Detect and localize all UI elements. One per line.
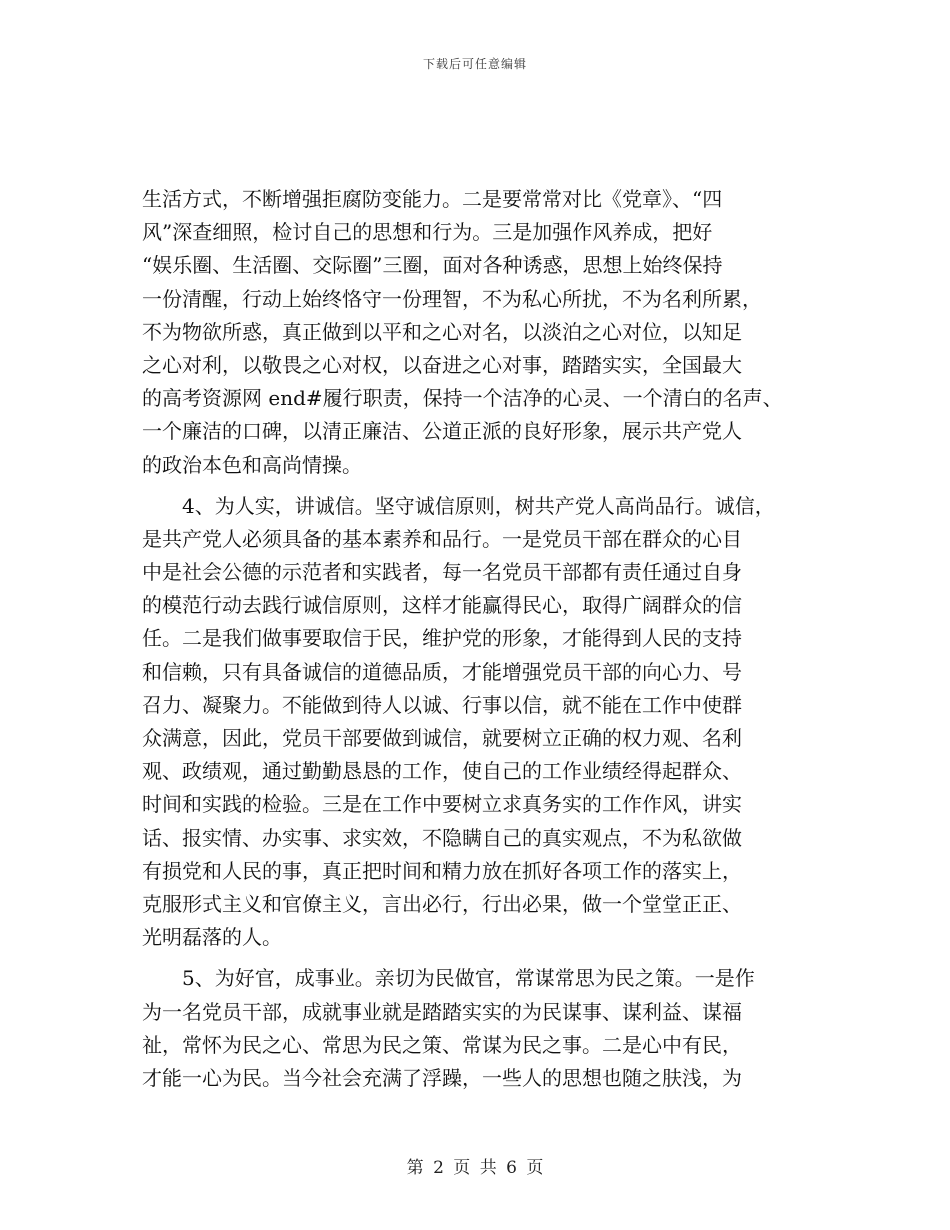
text-line: 任。二是我们做事要取信于民，维护党的形象，才能得到人民的支持 xyxy=(142,626,742,651)
text-line: 祉，常怀为民之心、常思为民之策、常谋为民之事。二是心中有民， xyxy=(142,1032,742,1057)
text-line: 不为物欲所惑，真正做到以平和之心对名，以淡泊之心对位，以知足 xyxy=(142,319,742,344)
text-line: 众满意，因此，党员干部要做到诚信，就要树立正确的权力观、名利 xyxy=(142,726,742,750)
paragraph xyxy=(142,490,814,955)
page-number-footer: 第 2 页 共 6 页 xyxy=(406,1158,544,1178)
text-line: 克服形式主义和官僚主义，言出必行，行出必果，做一个堂堂正正、 xyxy=(142,891,742,916)
text-line: 和信赖，只有具备诚信的道德品质，才能增强党员干部的向心力、号 xyxy=(142,659,742,684)
text-line: 召力、凝聚力。不能做到待人以诚、行事以信，就不能在工作中使群 xyxy=(142,692,742,717)
text-line: 才能一心为民。当今社会充满了浮躁，一些人的思想也随之肤浅，为 xyxy=(142,1065,742,1090)
text-line: 的高考资源网 end#履行职责，保持一个洁净的心灵、一个清白的名声、 xyxy=(142,386,783,411)
text-line: 的模范行动去践行诚信原则，这样才能赢得民心，取得广阔群众的信 xyxy=(142,593,742,618)
document-body xyxy=(142,183,814,1095)
text-line: 一个廉洁的口碑，以清正廉洁、公道正派的良好形象，展示共产党人 xyxy=(142,419,742,444)
text-line: “娱乐圈、生活圈、交际圈”三圈，面对各种诱惑，思想上始终保持 xyxy=(142,253,723,278)
text-line: 生活方式，不断增强拒腐防变能力。二是要常常对比《党章》、“四 xyxy=(142,187,723,211)
paragraph xyxy=(142,183,814,482)
text-line: 的政治本色和高尚情操。 xyxy=(142,452,362,477)
text-line: 是共产党人必须具备的基本素养和品行。一是党员干部在群众的心目 xyxy=(142,526,742,551)
page-header: 下载后可任意编辑 xyxy=(422,57,527,71)
text-line: 5、为好官，成事业。亲切为民做官，常谋常思为民之策。一是作 xyxy=(142,966,755,991)
text-line: 一份清醒，行动上始终恪守一份理智，不为私心所扰，不为名利所累， xyxy=(142,286,762,311)
text-line: 之心对利，以敬畏之心对权，以奋进之心对事，踏踏实实，全国最大 xyxy=(142,352,742,377)
paragraph-gap xyxy=(142,482,814,490)
text-line: 有损党和人民的事，真正把时间和精力放在抓好各项工作的落实上， xyxy=(142,858,742,883)
text-line: 为一名党员干部，成就事业就是踏踏实实的为民谋事、谋利益、谋福 xyxy=(142,999,742,1024)
text-line: 观、政绩观，通过勤勤恳恳的工作，使自己的工作业绩经得起群众、 xyxy=(142,759,742,784)
text-line: 光明磊落的人。 xyxy=(142,925,282,950)
text-line: 话、报实情、办实事、求实效，不隐瞒自己的真实观点，不为私欲做 xyxy=(142,825,742,850)
text-line: 4、为人实，讲诚信。坚守诚信原则，树共产党人高尚品行。诚信， xyxy=(142,493,775,518)
text-line: 时间和实践的检验。三是在工作中要树立求真务实的工作作风，讲实 xyxy=(142,792,742,817)
text-line: 风”深查细照，检讨自己的思想和行为。三是加强作风养成，把好 xyxy=(142,220,713,245)
paragraph-gap xyxy=(142,954,814,962)
text-line: 中是社会公德的示范者和实践者，每一名党员干部都有责任通过自身 xyxy=(142,560,742,585)
paragraph xyxy=(142,962,814,1095)
